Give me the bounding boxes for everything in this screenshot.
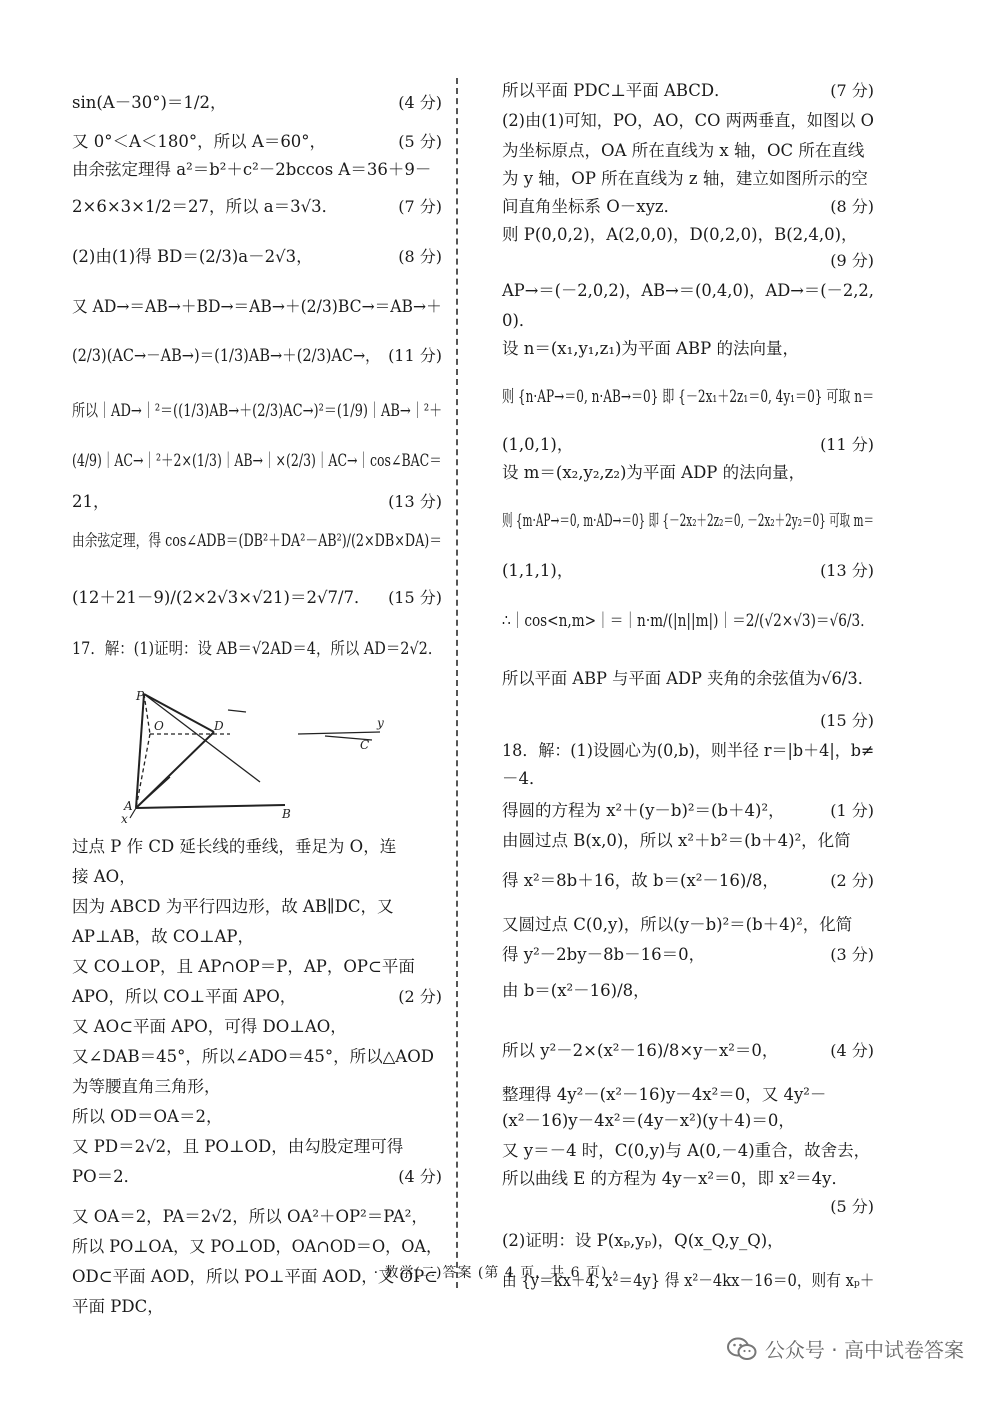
label-o: O [154, 719, 164, 733]
score-mark: (1 分) [830, 801, 874, 820]
left-line-29 [72, 1296, 442, 1318]
left-line-13 [72, 638, 442, 660]
line-text: 由余弦定理得 a²＝b²＋c²－2bccos A＝36＋9－ [72, 160, 432, 179]
line-text: ∴｜cos<n,m>｜＝｜n·m/(|n||m|)｜＝2/(√2×√3)＝√6/3． [502, 611, 874, 630]
left-line-8 [72, 400, 442, 422]
score-mark: (13 分) [388, 492, 442, 511]
left-line-6 [72, 296, 442, 318]
score-mark: (7 分) [830, 81, 874, 100]
line-text: 由余弦定理，得 cos∠ADB＝(DB²＋DA²－AB²)/(2×DB×DA)＝ [72, 531, 442, 550]
left-line-20 [72, 1016, 442, 1038]
line-text: 17．解：(1)证明：设 AB＝√2AD＝4，所以 AD＝2√2． [72, 639, 443, 658]
left-line-1 [72, 92, 442, 114]
right-line-4 [502, 168, 874, 190]
line-text: 由 {y＝kx＋4, x²＝4y} 得 x²－4kx－16＝0，则有 xₚ＋ [502, 1271, 875, 1290]
watermark-text: 公众号 · 高中试卷答案 [764, 1338, 964, 1362]
right-line-7 [502, 250, 874, 272]
left-line-25 [72, 1166, 442, 1188]
line-text: 2×6×3×1/2＝27，所以 a＝3√3． [72, 197, 339, 216]
line-text: 则 {n·AP→＝0, n·AB→＝0} 即 {－2x₁＋2z₁＝0, 4y₁＝0} 可取 n＝ [502, 387, 875, 406]
score-mark: (8 分) [398, 247, 442, 266]
line-text: 间直角坐标系 O－xyz． [502, 197, 681, 216]
left-line-5 [72, 246, 442, 268]
line-text: 平面 PDC， [72, 1297, 164, 1316]
label-b: B [282, 807, 291, 821]
line-text: 为等腰直角三角形， [72, 1077, 221, 1096]
score-mark: (5 分) [398, 132, 442, 151]
right-line-27 [502, 1040, 874, 1062]
line-text: 又 CO⊥OP，且 AP∩OP＝P，AP，OP⊂平面 [72, 957, 415, 976]
line-text: 所以 PO⊥OA，又 PO⊥OD，OA∩OD＝O，OA， [72, 1237, 443, 1256]
right-line-8 [502, 280, 874, 302]
line-text: (2)由(1)得 BD＝(2/3)a－2√3， [72, 247, 313, 266]
left-line-26 [72, 1206, 442, 1228]
line-text: 设 n＝(x₁,y₁,z₁)为平面 ABP 的法向量， [502, 339, 800, 358]
score-mark: (7 分) [398, 197, 442, 216]
right-line-20 [502, 768, 874, 790]
line-text: 由 b＝(x²－16)/8， [502, 981, 650, 1000]
left-line-9 [72, 450, 442, 472]
line-text: 由圆过点 B(x,0)，所以 x²＋b²＝(b＋4)²，化简 [502, 831, 851, 850]
edge-po [144, 694, 150, 734]
wechat-icon [727, 1336, 757, 1362]
line-text: 接 AO， [72, 867, 136, 886]
left-line-23 [72, 1106, 442, 1128]
left-line-10 [72, 491, 442, 513]
right-line-1 [502, 80, 874, 102]
right-line-29 [502, 1110, 874, 1132]
line-text: (1,0,1)， [502, 435, 574, 454]
right-line-12 [502, 434, 874, 456]
left-line-7 [72, 345, 442, 367]
line-text: 设 m＝(x₂,y₂,z₂)为平面 ADP 的法向量， [502, 463, 806, 482]
line-text: AP⊥AB，故 CO⊥AP， [72, 927, 255, 946]
right-line-16 [502, 610, 874, 632]
line-text: 又 y＝－4 时，C(0,y)与 A(0,－4)重合，故舍去， [502, 1141, 871, 1160]
left-line-22 [72, 1076, 442, 1098]
line-text: sin(A－30°)＝1/2， [72, 93, 227, 112]
score-mark: (2 分) [830, 871, 874, 890]
left-line-15 [72, 866, 442, 888]
score-mark: (4 分) [398, 93, 442, 112]
line-text: 得 y²－2by－8b－16＝0， [502, 945, 706, 964]
right-line-22 [502, 830, 874, 852]
right-line-5 [502, 196, 874, 218]
left-line-14 [72, 836, 442, 858]
score-mark: (4 分) [398, 1167, 442, 1186]
left-line-19 [72, 986, 442, 1008]
line-text: 0)． [502, 311, 536, 330]
edge-ab [136, 805, 285, 808]
line-text: 为坐标原点，OA 所在直线为 x 轴，OC 所在直线 [502, 141, 865, 160]
left-line-21 [72, 1046, 442, 1068]
line-text: (x²－16)y－4x²＝(4y－x²)(y＋4)＝0， [502, 1111, 795, 1130]
line-text: 因为 ABCD 为平行四边形，故 AB∥DC，又 [72, 897, 394, 916]
line-text: 又 AO⊂平面 APO，可得 DO⊥AO， [72, 1017, 347, 1036]
line-text: (2/3)(AC→－AB→)＝(1/3)AB→＋(2/3)AC→， [72, 346, 380, 365]
right-line-11 [502, 386, 874, 408]
line-text: 为 y 轴，OP 所在直线为 z 轴，建立如图所示的空 [502, 169, 868, 188]
right-line-28 [502, 1084, 874, 1106]
left-line-17 [72, 926, 442, 948]
label-y: y [377, 716, 384, 730]
line-text: 过点 P 作 CD 延长线的垂线，垂足为 O，连 [72, 837, 397, 856]
line-text: 则 {m·AP→＝0, m·AD→＝0} 即 {－2x₂＋2z₂＝0, －2x₂＋2y₂＝0} 可取 m＝ [502, 511, 875, 530]
right-line-15 [502, 560, 874, 582]
line-text: 所以｜AD→｜²＝((1/3)AB→＋(2/3)AC→)²＝(1/9)｜AB→｜²＋ [72, 401, 443, 420]
right-line-2 [502, 110, 874, 132]
line-text: APO，所以 CO⊥平面 APO， [72, 987, 297, 1006]
right-line-6 [502, 224, 874, 246]
right-line-3 [502, 140, 874, 162]
left-line-2 [72, 131, 442, 153]
left-line-16 [72, 896, 442, 918]
score-mark: (2 分) [398, 987, 442, 1006]
line-text: PO＝2． [72, 1167, 141, 1186]
right-line-31 [502, 1168, 874, 1190]
stray-mark [228, 710, 246, 712]
label-x: x [121, 812, 128, 826]
line-text: 所以 y²－2×(x²－16)/8×y－x²＝0， [502, 1041, 779, 1060]
line-text: 得 x²＝8b＋16，故 b＝(x²－16)/8， [502, 871, 779, 890]
left-line-12 [72, 587, 442, 609]
left-line-4 [72, 196, 442, 218]
right-line-13 [502, 462, 874, 484]
label-c: C [360, 738, 370, 752]
line-text: 21， [72, 492, 110, 511]
line-text: 则 P(0,0,2)，A(2,0,0)，D(0,2,0)，B(2,4,0)， [502, 225, 858, 244]
right-line-26 [502, 980, 874, 1002]
edge-pa [136, 694, 144, 808]
right-line-19 [502, 740, 874, 762]
score-mark: (13 分) [820, 561, 874, 580]
left-line-3 [72, 159, 442, 181]
left-line-24 [72, 1136, 442, 1158]
line-text: －4． [502, 769, 546, 788]
score-mark: (5 分) [830, 1197, 874, 1216]
right-line-33 [502, 1230, 874, 1252]
line-text: AP→＝(－2,0,2)，AB→＝(0,4,0)，AD→＝(－2,2, [502, 281, 874, 300]
score-mark: (15 分) [820, 711, 874, 730]
right-line-32 [502, 1196, 874, 1218]
right-line-9 [502, 310, 874, 332]
left-line-11 [72, 530, 442, 552]
geometry-figure [110, 672, 420, 832]
label-p: P [136, 689, 145, 703]
line-text: 得圆的方程为 x²＋(y－b)²＝(b＋4)²， [502, 801, 785, 820]
edge-pb [144, 694, 260, 782]
line-text: 所以曲线 E 的方程为 4y－x²＝0，即 x²＝4y． [502, 1169, 849, 1188]
column-divider [456, 78, 458, 1288]
line-text: OD⊂平面 AOD，所以 PO⊥平面 AOD，又 OP⊂ [72, 1267, 439, 1286]
line-text: (12＋21－9)/(2×2√3×√21)＝2√7/7． [72, 588, 371, 607]
left-line-18 [72, 956, 442, 978]
line-text: 又∠DAB＝45°，所以∠ADO＝45°，所以△AOD [72, 1047, 434, 1066]
right-line-21 [502, 800, 874, 822]
score-mark: (15 分) [388, 588, 442, 607]
line-text: 18．解：(1)设圆心为(0,b)，则半径 r＝|b＋4|，b≠ [502, 741, 875, 760]
line-text: 所以 OD＝OA＝2， [72, 1107, 223, 1126]
line-text: (2)证明：设 P(xₚ,yₚ)，Q(x_Q,y_Q)， [502, 1231, 784, 1250]
right-line-30 [502, 1140, 874, 1162]
right-line-17 [502, 668, 874, 690]
edge-ac [136, 777, 170, 808]
line-text: 又圆过点 C(0,y)，所以(y－b)²＝(b＋4)²，化简 [502, 915, 853, 934]
right-line-25 [502, 944, 874, 966]
y-axis-line [298, 732, 380, 734]
score-mark: (8 分) [830, 197, 874, 216]
score-mark: (11 分) [820, 435, 874, 454]
right-line-14 [502, 510, 874, 532]
page-footer: · 数学(二)答案 (第 4 页，共 6 页) · [373, 1265, 619, 1281]
score-mark: (4 分) [830, 1041, 874, 1060]
right-line-23 [502, 870, 874, 892]
right-line-18 [502, 710, 874, 732]
line-text: 又 0°＜A＜180°，所以 A＝60°， [72, 132, 327, 151]
line-text: (1,1,1)， [502, 561, 574, 580]
right-line-10 [502, 338, 874, 360]
line-text: 又 OA＝2，PA＝2√2，所以 OA²＋OP²＝PA²， [72, 1207, 428, 1226]
line-text: 又 PD＝2√2，且 PO⊥OD，由勾股定理可得 [72, 1137, 404, 1156]
score-mark: (3 分) [830, 945, 874, 964]
line-text: (2)由(1)可知，PO，AO，CO 两两垂直，如图以 O [502, 111, 874, 130]
label-d: D [214, 719, 224, 733]
line-text: (4/9)｜AC→｜²＋2×(1/3)｜AB→｜×(2/3)｜AC→｜cos∠BAC＝ [72, 451, 442, 470]
watermark [727, 1334, 964, 1363]
label-a: A [124, 799, 133, 813]
line-text: 又 AD→＝AB→＋BD→＝AB→＋(2/3)BC→＝AB→＋ [72, 297, 442, 316]
score-mark: (9 分) [830, 251, 874, 270]
line-text: 整理得 4y²－(x²－16)y－4x²＝0，又 4y²－ [502, 1085, 827, 1104]
right-line-24 [502, 914, 874, 936]
line-text: 所以平面 ABP 与平面 ADP 夹角的余弦值为√6/3． [502, 669, 875, 688]
left-line-27 [72, 1236, 442, 1258]
line-text: 所以平面 PDC⊥平面 ABCD． [502, 81, 731, 100]
score-mark: (11 分) [388, 346, 442, 365]
